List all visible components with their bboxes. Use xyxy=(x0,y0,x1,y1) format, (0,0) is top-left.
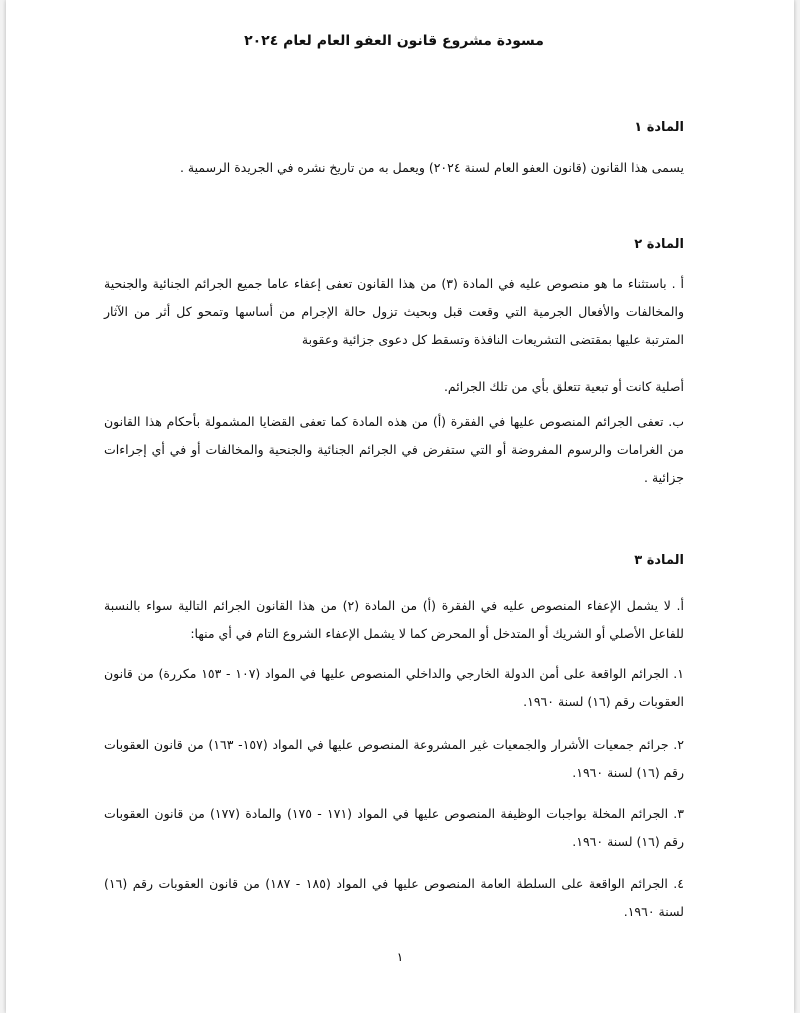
article-2-paragraph-b: ب. تعفى الجرائم المنصوص عليها في الفقرة (أ) من هذه المادة كما تعفى القضايا المشمولة بأحكام هذا القانون من الغرامات والرسوم المفروضة أو التي ستفرض في الجرائم الجنائية والجنحية والمخالفات أو في أي إجراءات جزائية . xyxy=(104,414,684,485)
article-3-item-3: ٣. الجرائم المخلة بواجبات الوظيفة المنصوص عليها في المواد (١٧١ - ١٧٥) والمادة (١٧٧) من قانون العقوبات رقم (١٦) لسنة ١٩٦٠. xyxy=(104,806,684,849)
document-page xyxy=(6,0,794,1013)
article-2-paragraph-a: أ . باستثناء ما هو منصوص عليه في المادة (٣) من هذا القانون تعفى إعفاء عاما جميع الجرائم الجنائية والجنحية والمخالفات والأفعال الجرمية التي وقعت قبل وبحيث تزول حالة الإجرام من أساسها وتمحو كل أثر من الآثار المترتبة عليها بمقتضى التشريعات النافذة وتسقط كل دعوى جزائية وعقوبة xyxy=(104,276,684,347)
article-1-text: يسمى هذا القانون (قانون العفو العام لسنة ٢٠٢٤) ويعمل به من تاريخ نشره في الجريدة الرسمية . xyxy=(179,160,684,175)
article-2-paragraph-a-continued: أصلية كانت أو تبعية تتعلق بأي من تلك الجرائم. xyxy=(443,379,684,394)
article-1-heading: المادة ١ xyxy=(634,120,684,135)
article-3-heading: المادة ٣ xyxy=(634,553,684,568)
article-3-item-2: ٢. جرائم جمعيات الأشرار والجمعيات غير المشروعة المنصوص عليها في المواد (١٥٧- ١٦٣) من قانون العقوبات رقم (١٦) لسنة ١٩٦٠. xyxy=(104,737,684,780)
document-title: مسودة مشروع قانون العفو العام لعام ٢٠٢٤ xyxy=(244,33,544,49)
article-3-item-1: ١. الجرائم الواقعة على أمن الدولة الخارجي والداخلي المنصوص عليها في المواد (١٠٧ - ١٥٣ مكررة) من قانون العقوبات رقم (١٦) لسنة ١٩٦٠. xyxy=(104,666,684,709)
article-3-intro: أ. لا يشمل الإعفاء المنصوص عليه في الفقرة (أ) من المادة (٢) من هذا القانون الجرائم التالية سواء بالنسبة للفاعل الأصلي أو الشريك أو المتدخل أو المحرض كما لا يشمل الإعفاء الشروع التام في أي منها: xyxy=(104,598,684,641)
article-2-heading: المادة ٢ xyxy=(634,237,684,252)
page-number: ١ xyxy=(396,950,404,964)
article-3-item-4: ٤. الجرائم الواقعة على السلطة العامة المنصوص عليها في المواد (١٨٥ - ١٨٧) من قانون العقوبات رقم (١٦) لسنة ١٩٦٠. xyxy=(104,876,684,919)
